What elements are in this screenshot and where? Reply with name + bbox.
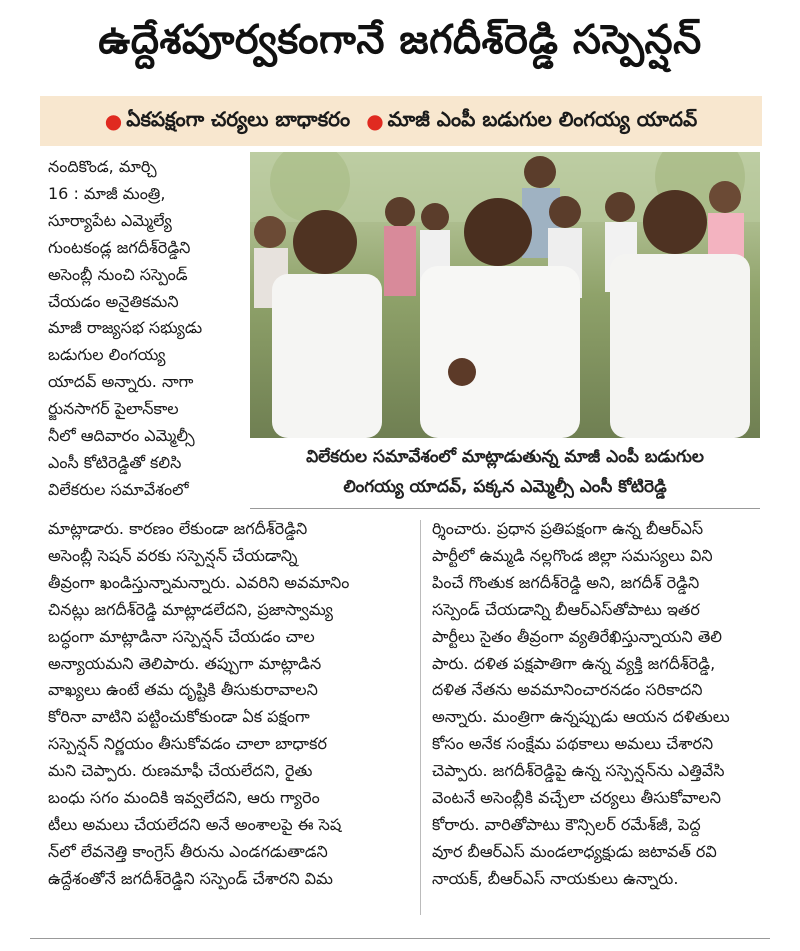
- subhead-text-2: మాజీ ఎంపీ బడుగుల లింగయ్య యాదవ్: [387, 106, 698, 131]
- article-line: చెప్పారు. జగదీశ్‌రెడ్డిపై ఉన్న సస్పెన్షన్‌ను ఎత్తివేసి: [432, 761, 725, 781]
- article-line: నీలో ఆదివారం ఎమ్మెల్సీ: [48, 426, 195, 446]
- article-line: తీవ్రంగా ఖండిస్తున్నామన్నారు. ఎవరిని అవమానిం: [48, 572, 350, 592]
- article-line: నాయక్, బీఆర్‌ఎస్ నాయకులు ఉన్నారు.: [432, 868, 679, 888]
- photo-caption: [250, 442, 760, 502]
- article-line: కోరినా వాటిని పట్టించుకోకుండా ఏక పక్షంగా: [48, 707, 310, 727]
- article-line: అసెంబ్లీ సెషన్ వరకు సస్పెన్షన్ చేయడాన్ని: [48, 545, 298, 565]
- subhead-item-2: [366, 107, 697, 136]
- article-line: దళిత నేతను అవమానించారనడం సరికాదని: [432, 680, 703, 700]
- article-line: వూర బీఆర్‌ఎస్ మండలాధ్యక్షుడు జటావత్ రవి: [432, 841, 717, 861]
- article-line: న్‌లో లేవనెత్తి కాంగ్రెస్ తీరును ఎండగడుతాడని: [48, 841, 328, 861]
- article-line: అన్యాయమని తెలిపారు. తప్పుగా మాట్లాడిన: [48, 653, 322, 673]
- article-line: నందికొండ, మార్చి: [48, 157, 157, 176]
- article-line: విలేకరుల సమావేశంలో: [48, 479, 189, 499]
- article-line: సూర్యాపేట ఎమ్మెల్యే: [48, 210, 172, 230]
- news-photo: [250, 152, 760, 438]
- press-meet-photo-illustration: [250, 152, 760, 438]
- bullet-icon: ●: [104, 109, 123, 133]
- article-line: ఎంసీ కోటిరెడ్డితో కలిసి: [48, 452, 182, 472]
- article-line: 16 : మాజీ మంత్రి,: [48, 183, 166, 203]
- caption-line-2: లింగయ్య యాదవ్, పక్కన ఎమ్మెల్సీ ఎంసీ కోటిరెడ్డి: [343, 477, 667, 497]
- bullet-icon: ●: [366, 109, 384, 133]
- article-line: కోసం అనేక సంక్షేమ పథకాలు అమలు చేశారని: [432, 734, 714, 754]
- article-column-1: [48, 154, 240, 504]
- subhead-banner: [40, 96, 762, 146]
- caption-line-1: విలేకరుల సమావేశంలో మాట్లాడుతున్న మాజీ ఎంపీ బడుగుల: [306, 447, 704, 467]
- article-line: బడుగుల లింగయ్య: [48, 345, 166, 365]
- article-line: ఉద్దేశంతోనే జగదీశ్‌రెడ్డిని సస్పెండ్ చేశారని విమ: [48, 868, 333, 888]
- article-column-3: [432, 516, 772, 893]
- headline: ఉద్దేశపూర్వకంగానే జగదీశ్‌రెడ్డి సస్పెన్షన్: [98, 17, 702, 63]
- article-line: బంధు సగం మందికి ఇవ్వలేదని, ఆరు గ్యారెం: [48, 788, 320, 808]
- article-line: పార్టీలో ఉమ్మడి నల్లగొండ జిల్లా సమస్యలు విని: [432, 545, 713, 565]
- article-line: అన్నారు. మంత్రిగా ఉన్నప్పుడు ఆయన దళితులు: [432, 707, 730, 727]
- subhead-item-1: [105, 107, 350, 136]
- article-line: యాదవ్ అన్నారు. నాగా: [48, 372, 194, 392]
- bottom-divider: [30, 938, 770, 939]
- caption-divider: [250, 508, 760, 509]
- article-line: పార్టీలు సైతం తీవ్రంగా వ్యతిరేఖిస్తున్నాయని తెలి: [432, 626, 723, 646]
- article-line: మాజీ రాజ్యసభ సభ్యుడు: [48, 318, 203, 338]
- article-line: పారు. దళిత పక్షపాతిగా ఉన్న వ్యక్తి జగదీశ్‌రెడ్డి,: [432, 653, 716, 673]
- subhead-text-1: ఏకపక్షంగా చర్యలు బాధాకరం: [126, 106, 351, 131]
- article-line: టీలు అమలు చేయలేదని అనే అంశాలపై ఈ సెష: [48, 814, 342, 834]
- article-line: మని చెప్పారు. రుణమాఫీ చేయలేదని, రైతు: [48, 761, 313, 781]
- article-line: పించే గొంతుక జగదీశ్‌రెడ్డి అని, జగదీశ్ రెడ్డిని: [432, 572, 700, 592]
- article-column-2: [48, 516, 410, 893]
- article-line: సస్పెండ్ చేయడాన్ని బీఆర్‌ఎస్‌తోపాటు ఇతర: [432, 599, 700, 619]
- article-line: అసెంబ్లీ నుంచి సస్పెండ్: [48, 264, 188, 284]
- article-line: చినట్లు జగదీశ్‌రెడ్డి మాట్లాడలేదని, ప్రజాస్వామ్య: [48, 599, 333, 619]
- article-line: వెంటనే అసెంబ్లీకి వచ్చేలా చర్యలు తీసుకోవాలని: [432, 788, 721, 808]
- article-line: వాఖ్యలు ఉంటే తమ దృష్టికి తీసుకురావాలని: [48, 680, 318, 700]
- article-line: గుంటకండ్ల జగదీశ్‌రెడ్డిని: [48, 237, 191, 257]
- article-line: చేయడం అనైతికమని: [48, 291, 179, 311]
- article-line: సస్పెన్షన్ నిర్ణయం తీసుకోవడం చాలా బాధాకర: [48, 734, 327, 754]
- column-divider: [420, 520, 421, 915]
- article-line: ర్జునసాగర్ పైలాన్‌కాల: [48, 399, 179, 419]
- article-line: ర్శించారు. ప్రధాన ప్రతిపక్షంగా ఉన్న బీఆర్‌ఎస్: [432, 519, 704, 538]
- article-line: మాట్లాడారు. కారణం లేకుండా జగదీశ్‌రెడ్డిని: [48, 519, 308, 538]
- article-line: బద్ధంగా మాట్లాడినా సస్పెన్షన్ చేయడం చాల: [48, 626, 315, 646]
- article-line: కోరారు. వారితోపాటు కౌన్సిలర్ రమేశ్‌జీ, పెద్ద: [432, 814, 701, 834]
